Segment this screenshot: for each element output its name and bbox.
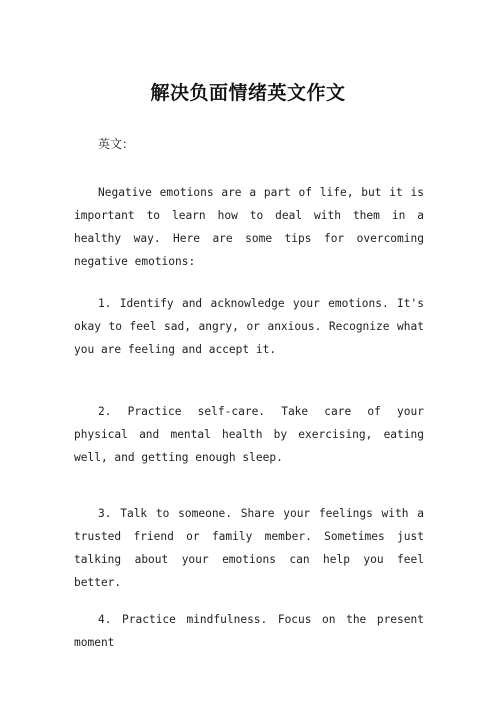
- paragraph-text: 2. Practice self-care. Take care of your physical and mental health by exercising, eating well, and getting enough sleep.: [74, 405, 424, 464]
- paragraph-intro: [74, 181, 424, 273]
- paragraph-text: 4. Practice mindfulness. Focus on the present moment: [74, 613, 424, 649]
- paragraph-text: 1. Identify and acknowledge your emotions. It's okay to feel sad, angry, or anxious. Recognize what you are feeling and accept it.: [74, 297, 424, 356]
- paragraph-text: Negative emotions are a part of life, but it is important to learn how to deal with them in a healthy way. Here are some tips for overcoming negative emotions:: [74, 186, 424, 268]
- paragraph-tip-2: [74, 400, 424, 469]
- paragraph-tip-1: [74, 292, 424, 361]
- document-title: 解决负面情绪英文作文: [150, 82, 346, 104]
- paragraph-text: 3. Talk to someone. Share your feelings with a trusted friend or family member. Sometimes just talking about your emotions can help you feel better.: [74, 507, 424, 589]
- paragraph-tip-3: [74, 502, 424, 594]
- section-label: 英文：: [98, 137, 135, 151]
- paragraph-tip-4: [74, 608, 424, 654]
